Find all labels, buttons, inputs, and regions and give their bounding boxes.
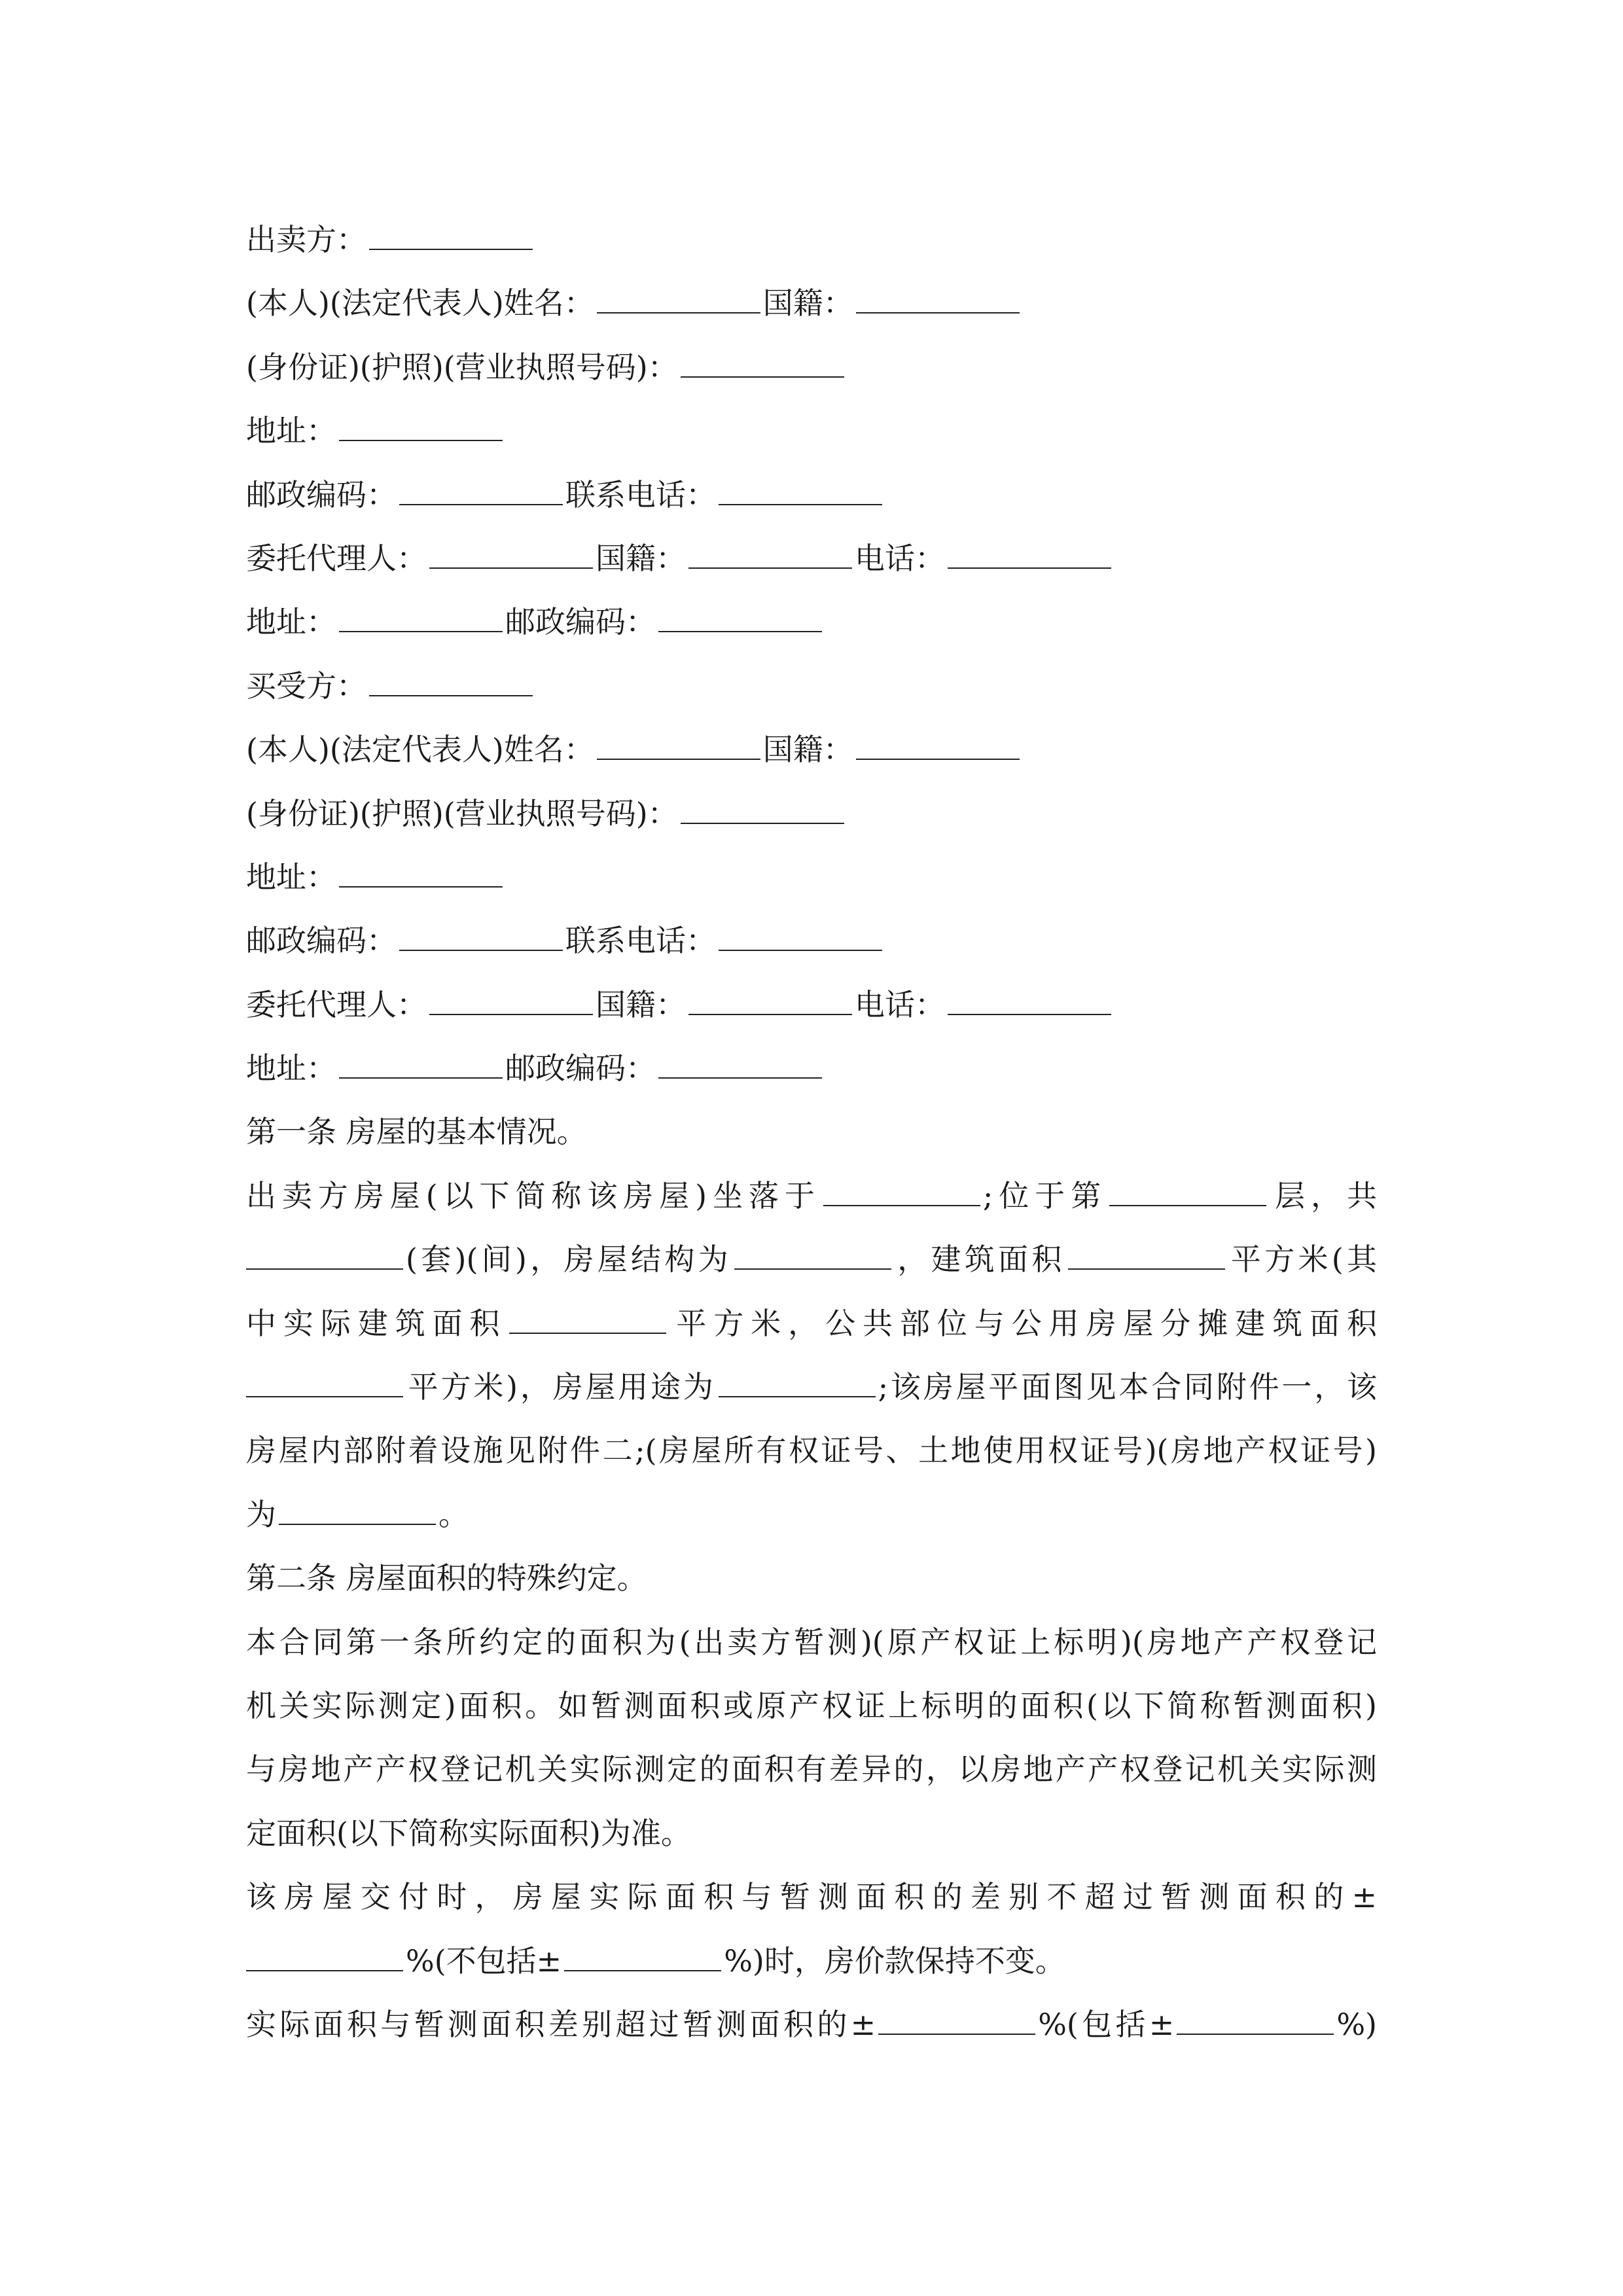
buyer-postal-phone-line: [246, 909, 1377, 973]
buyer-name-blank[interactable]: [369, 694, 533, 696]
article1-line4: [246, 1355, 1377, 1419]
seller-address-line: [246, 399, 1377, 463]
buyer-id-label: (身份证)(护照)(营业执照号码)：: [246, 795, 678, 831]
seller-id-line: [246, 336, 1377, 399]
buyer-agent-nationality-label: 国籍：: [596, 986, 686, 1022]
exceed-blank-2[interactable]: [1177, 2033, 1334, 2035]
seller-person-name-blank[interactable]: [597, 312, 760, 314]
buyer-agent-phone-blank[interactable]: [948, 1013, 1111, 1015]
seller-agent-line: [246, 527, 1377, 590]
seller-heading-line: [246, 208, 1377, 272]
buyer-agent-nationality-blank[interactable]: [688, 1013, 852, 1015]
buyer-agent-address-label: 地址：: [246, 1050, 336, 1086]
article2-p1-line2: 机关实际测定)面积。如暂测面积或原产权证上标明的面积(以下简称暂测面积): [246, 1687, 1377, 1723]
certificate-number-blank[interactable]: [279, 1523, 436, 1525]
seller-nationality-blank[interactable]: [856, 312, 1020, 314]
article1-structure-label: (套)(间)，房屋结构为: [406, 1242, 732, 1278]
buyer-person-name-blank[interactable]: [597, 758, 760, 760]
seller-agent-nationality-label: 国籍：: [596, 540, 686, 576]
seller-agent-blank[interactable]: [429, 567, 593, 569]
shared-area-blank[interactable]: [246, 1395, 403, 1397]
seller-agent-postal-blank[interactable]: [658, 630, 822, 632]
seller-name-label: (本人)(法定代表人)姓名：: [246, 285, 594, 321]
article2-p2-line1: 该房屋交付时，房屋实际面积与暂测面积的差别不超过暂测面积的±: [246, 1879, 1377, 1915]
buyer-address-label: 地址：: [246, 859, 336, 895]
seller-agent-phone-label: 电话：: [855, 540, 945, 576]
article1-actual-area-label: 中实际建筑面积: [246, 1305, 507, 1341]
article1-line6: [246, 1483, 1377, 1547]
buyer-agent-address-blank[interactable]: [339, 1077, 503, 1079]
buyer-postal-blank[interactable]: [399, 949, 563, 951]
article2-unchanged-label: %)时，房价款保持不变。: [724, 1943, 1065, 1979]
seller-name-line: [246, 272, 1377, 335]
seller-agent-label: 委托代理人：: [246, 540, 427, 576]
seller-address-blank[interactable]: [339, 439, 503, 441]
buyer-phone-blank[interactable]: [719, 949, 882, 951]
tolerance-blank-1[interactable]: [246, 1969, 403, 1971]
buyer-name-label: (本人)(法定代表人)姓名：: [246, 732, 594, 768]
actual-area-blank[interactable]: [509, 1332, 666, 1334]
article2-inclusive-label: %(包括±: [1038, 2006, 1175, 2042]
article1-floor-label: ;位于第: [982, 1177, 1107, 1213]
structure-blank[interactable]: [734, 1268, 891, 1270]
location-blank[interactable]: [823, 1204, 980, 1206]
article1-attachment-text: ;该房屋平面图见本合同附件一，该: [878, 1369, 1377, 1405]
buyer-agent-postal-blank[interactable]: [658, 1077, 822, 1079]
article1-line1: [246, 1164, 1377, 1228]
tolerance-blank-2[interactable]: [564, 1969, 721, 1971]
seller-agent-phone-blank[interactable]: [948, 567, 1111, 569]
buyer-nationality-label: 国籍：: [762, 732, 853, 768]
seller-name-blank[interactable]: [369, 248, 533, 250]
buyer-address-blank[interactable]: [339, 886, 503, 888]
article1-sqm-label: 平方米(其: [1227, 1242, 1378, 1278]
buyer-heading: 买受方：: [246, 668, 366, 704]
article1-line2: [246, 1228, 1377, 1291]
article2-close-paren: %): [1336, 2006, 1377, 2042]
article1-total-label: 层，共: [1269, 1177, 1377, 1213]
article2-p2-line2: [246, 1929, 1377, 1993]
seller-agent-address-label: 地址：: [246, 604, 336, 640]
article1-usage-label: 平方米)，房屋用途为: [406, 1369, 716, 1405]
buyer-agent-postal-label: 邮政编码：: [505, 1050, 656, 1086]
buyer-address-line: [246, 846, 1377, 909]
buyer-agent-phone-label: 电话：: [855, 986, 945, 1022]
seller-id-blank[interactable]: [681, 376, 844, 378]
buyer-phone-label: 联系电话：: [565, 923, 716, 959]
article1-location-label: 出卖方房屋(以下简称该房屋)坐落于: [246, 1177, 821, 1213]
seller-postal-blank[interactable]: [399, 503, 563, 505]
seller-heading: 出卖方：: [246, 222, 366, 257]
article1-area-label: ，建筑面积: [893, 1242, 1065, 1278]
article2-exceed-label: 实际面积与暂测面积差别超过暂测面积的±: [246, 2006, 876, 2042]
seller-nationality-label: 国籍：: [762, 285, 853, 321]
buyer-postal-label: 邮政编码：: [246, 923, 397, 959]
article1-shared-area-label: 平方米，公共部位与公用房屋分摊建筑面积: [669, 1305, 1378, 1341]
seller-agent-address-line: [246, 590, 1377, 654]
floor-blank[interactable]: [1109, 1204, 1266, 1206]
buyer-agent-label: 委托代理人：: [246, 986, 427, 1022]
seller-id-label: (身份证)(护照)(营业执照号码)：: [246, 349, 678, 385]
article2-p1-line1: 本合同第一条所约定的面积为(出卖方暂测)(原产权证上标明)(房地产产权登记: [246, 1624, 1377, 1660]
buyer-agent-address-line: [246, 1037, 1377, 1100]
buyer-heading-line: [246, 655, 1377, 718]
buyer-id-line: [246, 782, 1377, 846]
exceed-blank-1[interactable]: [878, 2033, 1035, 2035]
buyer-id-blank[interactable]: [681, 822, 844, 824]
usage-blank[interactable]: [719, 1395, 876, 1397]
article1-line3: [246, 1292, 1377, 1355]
article2-p1-line4: 定面积(以下简称实际面积)为准。: [246, 1815, 691, 1851]
article1-title: 第一条 房屋的基本情况。: [246, 1114, 587, 1150]
contract-page: [246, 208, 1377, 2056]
building-area-blank[interactable]: [1068, 1268, 1225, 1270]
buyer-agent-blank[interactable]: [429, 1013, 593, 1015]
seller-agent-address-blank[interactable]: [339, 630, 503, 632]
article1-period: 。: [438, 1496, 469, 1532]
article1-line5: 房屋内部附着设施见附件二;(房屋所有权证号、土地使用权证号)(房地产权证号): [246, 1433, 1377, 1469]
article2-exclusive-label: %(不包括±: [406, 1943, 562, 1979]
seller-phone-blank[interactable]: [719, 503, 882, 505]
buyer-agent-line: [246, 973, 1377, 1037]
article2-title: 第二条 房屋面积的特殊约定。: [246, 1560, 647, 1596]
buyer-name-line: [246, 718, 1377, 781]
total-floors-blank[interactable]: [246, 1268, 403, 1270]
seller-postal-phone-line: [246, 463, 1377, 527]
article2-p1-line3: 与房地产产权登记机关实际测定的面积有差异的，以房地产产权登记机关实际测: [246, 1751, 1377, 1787]
seller-phone-label: 联系电话：: [565, 476, 716, 512]
seller-postal-label: 邮政编码：: [246, 476, 397, 512]
seller-address-label: 地址：: [246, 413, 336, 449]
seller-agent-postal-label: 邮政编码：: [505, 604, 656, 640]
buyer-nationality-blank[interactable]: [856, 758, 1020, 760]
article2-p3-line1: [246, 1993, 1377, 2056]
seller-agent-nationality-blank[interactable]: [688, 567, 852, 569]
article1-certificate-label: 为: [246, 1496, 276, 1532]
